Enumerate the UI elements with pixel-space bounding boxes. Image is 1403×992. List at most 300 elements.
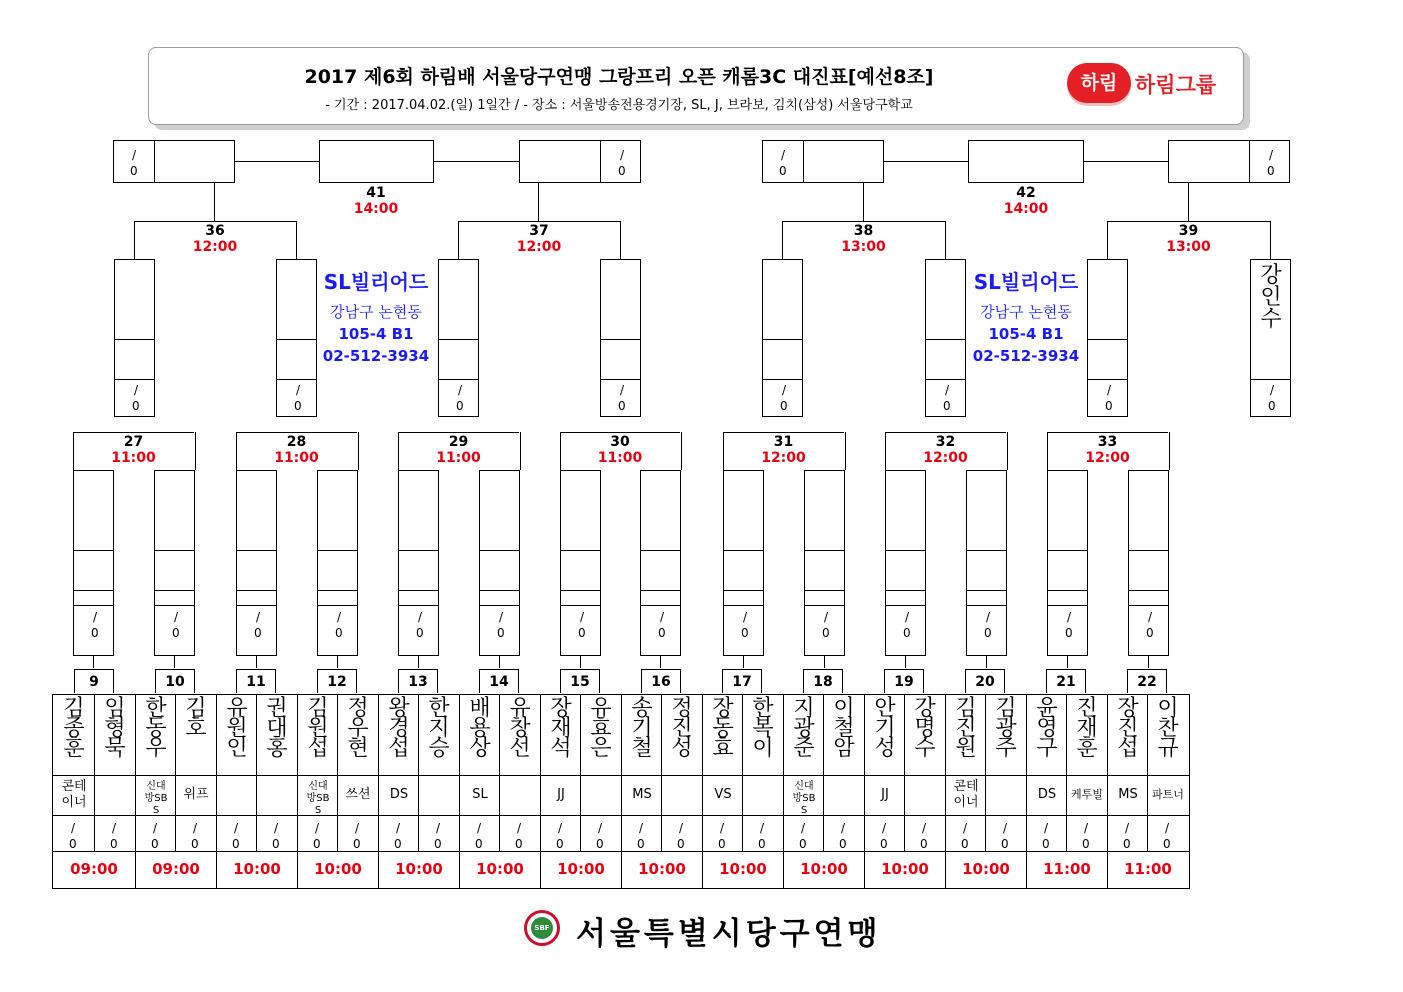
- box-divider: [399, 590, 438, 591]
- score-slash: /: [1084, 821, 1089, 835]
- match-time: 11:00: [111, 450, 156, 466]
- score-placeholder: [1268, 149, 1278, 179]
- semi-box: [113, 140, 235, 183]
- score-zero: 0: [1163, 837, 1171, 851]
- player-cell: [378, 695, 418, 852]
- box-divider: [1251, 379, 1290, 380]
- box-divider: [641, 590, 680, 591]
- score-placeholder: [742, 611, 752, 641]
- box-divider: [967, 605, 1006, 606]
- player-club: [95, 775, 135, 815]
- player-name: 김진원: [955, 696, 977, 761]
- bracket-line: [236, 432, 237, 470]
- promo-unit: 105-4 B1: [338, 325, 414, 343]
- score-placeholder: [314, 822, 324, 852]
- score-placeholder: [659, 611, 669, 641]
- player-name: 이철암: [833, 696, 855, 761]
- box-divider: [561, 550, 600, 551]
- score-placeholder: [881, 822, 891, 852]
- score-placeholder: [597, 822, 607, 852]
- player-cell: [297, 695, 337, 852]
- match-number: 37: [529, 223, 549, 239]
- game-number: 20: [965, 669, 1005, 693]
- score-zero: 0: [394, 837, 402, 851]
- player-name: 강명수: [914, 696, 936, 761]
- emblem-text: SBF: [531, 917, 553, 939]
- score-placeholder: [111, 822, 121, 852]
- box-divider: [399, 550, 438, 551]
- score-zero: 0: [880, 837, 888, 851]
- table-row-line: [53, 815, 1189, 816]
- score-placeholder: [840, 822, 850, 852]
- result-box: [1128, 470, 1169, 656]
- bracket-line: [520, 432, 521, 470]
- score-slash: /: [1003, 821, 1008, 835]
- score-placeholder: [457, 384, 467, 414]
- player-club: [743, 775, 783, 815]
- player-club: [257, 775, 297, 815]
- score-zero: 0: [1042, 837, 1050, 851]
- result-box: [236, 470, 277, 656]
- player-cell: [499, 695, 539, 852]
- semi-box: [762, 140, 884, 183]
- bracket-line: [560, 432, 561, 470]
- score-slash: /: [824, 610, 829, 624]
- score-slash: /: [781, 148, 786, 162]
- score-placeholder: [1002, 822, 1012, 852]
- semi-box: [1168, 140, 1290, 183]
- score-zero: 0: [943, 399, 951, 413]
- score-placeholder: [579, 611, 589, 641]
- score-zero: 0: [1146, 626, 1154, 640]
- score-slash: /: [580, 610, 585, 624]
- player-cell: [256, 695, 296, 852]
- score-placeholder: [1043, 822, 1053, 852]
- score-placeholder: [295, 384, 305, 414]
- player-club: DS: [389, 787, 409, 802]
- box-divider: [561, 605, 600, 606]
- bracket-line: [73, 432, 74, 470]
- score-placeholder: [192, 822, 202, 852]
- score-placeholder: [476, 822, 486, 852]
- game-number: 11: [236, 669, 276, 693]
- score-placeholder: [1147, 611, 1157, 641]
- box-divider: [886, 550, 925, 551]
- player-club: 신대방SBS: [792, 781, 816, 816]
- player-name: 김광주: [995, 696, 1017, 761]
- game-time: 10:00: [945, 851, 1026, 888]
- promo-phone: 02-512-3934: [972, 347, 1080, 365]
- score-zero: 0: [475, 837, 483, 851]
- game-time: 10:00: [297, 851, 378, 888]
- game-time: 10:00: [378, 851, 459, 888]
- bracket-line: [296, 221, 297, 259]
- player-club: [217, 775, 257, 815]
- bracket-line: [580, 656, 581, 668]
- score-zero: 0: [172, 626, 180, 640]
- bracket-line: [256, 656, 257, 668]
- result-box: [885, 470, 926, 656]
- bracket-line: [458, 221, 459, 259]
- game-time: 10:00: [702, 851, 783, 888]
- player-club: MS: [632, 787, 652, 802]
- player-cell: [580, 695, 620, 852]
- federation-emblem: [524, 910, 560, 946]
- bracket-line: [986, 656, 987, 668]
- score-slash: /: [71, 821, 76, 835]
- bracket-line: [134, 221, 296, 222]
- player-name: 왕경섭: [388, 696, 410, 761]
- score-zero: 0: [1267, 164, 1275, 178]
- score-zero: 0: [130, 164, 138, 178]
- game-number: 12: [317, 669, 357, 693]
- final-box: [968, 140, 1084, 183]
- player-cell: [540, 695, 580, 852]
- federation-name: 서울특별시당구연맹: [576, 916, 882, 952]
- box-divider: [724, 550, 763, 551]
- box-divider: [763, 379, 802, 380]
- score-zero: 0: [434, 837, 442, 851]
- score-placeholder: [557, 822, 567, 852]
- score-slash: /: [256, 610, 261, 624]
- harim-logo-badge: 하림: [1067, 63, 1131, 103]
- box-divider: [967, 550, 1006, 551]
- box-divider: [237, 590, 276, 591]
- score-slash: /: [499, 610, 504, 624]
- score-slash: /: [905, 610, 910, 624]
- match-number: 39: [1178, 223, 1199, 239]
- player-cell: [94, 695, 134, 852]
- score-slash: /: [1107, 383, 1112, 397]
- harim-logo: [1067, 63, 1227, 107]
- box-divider: [1048, 605, 1087, 606]
- match-number: 28: [286, 434, 307, 450]
- score-zero: 0: [416, 626, 424, 640]
- game-time: 11:00: [1107, 851, 1188, 888]
- game-time: 10:00: [783, 851, 864, 888]
- bracket-line: [1047, 432, 1168, 433]
- match-number: 30: [610, 434, 630, 450]
- score-placeholder: [233, 822, 243, 852]
- score-placeholder: [1164, 822, 1174, 852]
- match-number: 41: [366, 185, 386, 201]
- player-club: [905, 775, 945, 815]
- player-club: 쓰션: [345, 787, 371, 802]
- player-club: 콘테이너: [61, 779, 87, 810]
- promo-title: SL빌리어드: [973, 270, 1079, 294]
- score-placeholder: [962, 822, 972, 852]
- score-zero: 0: [578, 626, 586, 640]
- bracket-line: [824, 656, 825, 668]
- score-slash: /: [922, 821, 927, 835]
- player-cell: [783, 695, 823, 852]
- bracket-line: [1188, 183, 1189, 221]
- box-divider: [237, 550, 276, 551]
- match-time: 11:00: [274, 450, 319, 466]
- player-club: [500, 775, 540, 815]
- player-club: [662, 775, 702, 815]
- box-divider: [399, 605, 438, 606]
- score-slash: /: [1269, 148, 1274, 162]
- page-title: 2017 제6회 하림배 서울당구연맹 그랑프리 오픈 캐롬3C 대진표[예선8조]: [304, 66, 934, 88]
- score-zero: 0: [822, 626, 830, 640]
- player-table: [52, 694, 1190, 889]
- score-placeholder: [516, 822, 526, 852]
- score-slash: /: [396, 821, 401, 835]
- player-cell: [175, 695, 215, 852]
- score-slash: /: [558, 821, 563, 835]
- match-time: 13:00: [1166, 239, 1211, 255]
- footer: [524, 908, 904, 950]
- player-name: 장진섭: [1117, 696, 1139, 761]
- box-divider: [724, 590, 763, 591]
- game-time: 11:00: [1026, 851, 1107, 888]
- match-number: 33: [1097, 434, 1118, 450]
- result-box: [114, 259, 155, 417]
- promo-block: [956, 269, 1096, 367]
- bracket-line: [1067, 656, 1068, 668]
- score-slash: /: [1125, 821, 1130, 835]
- score-zero: 0: [1123, 837, 1131, 851]
- score-zero: 0: [272, 837, 280, 851]
- score-slash: /: [679, 821, 684, 835]
- player-name: 유원인: [226, 696, 248, 761]
- player-club: 파트너: [1152, 788, 1184, 801]
- header-panel: [148, 47, 1244, 125]
- box-divider: [1088, 379, 1127, 380]
- score-zero: 0: [132, 399, 140, 413]
- result-box: [317, 470, 358, 656]
- player-cell: [337, 695, 377, 852]
- box-divider: [155, 590, 194, 591]
- player-club: [581, 775, 621, 815]
- player-club: MS: [1118, 787, 1138, 802]
- match-number: 31: [773, 434, 794, 450]
- box-divider: [1249, 141, 1250, 182]
- box-divider: [318, 590, 357, 591]
- score-slash: /: [193, 821, 198, 835]
- result-box: [723, 470, 764, 656]
- game-number: 15: [560, 669, 600, 693]
- score-zero: 0: [618, 164, 626, 178]
- score-slash: /: [1044, 821, 1049, 835]
- bracket-line: [418, 656, 419, 668]
- box-divider: [237, 605, 276, 606]
- game-number: 9: [74, 669, 114, 693]
- match-time: 13:00: [841, 239, 886, 255]
- score-zero: 0: [799, 837, 807, 851]
- player-name: 장재석: [550, 696, 572, 761]
- score-slash: /: [517, 821, 522, 835]
- bracket-line: [1047, 432, 1048, 470]
- player-cell: [621, 695, 661, 852]
- score-slash: /: [132, 148, 137, 162]
- player-name: 권대홍: [266, 696, 288, 761]
- score-placeholder: [1106, 384, 1116, 414]
- game-time: 10:00: [459, 851, 540, 888]
- player-club: DS: [1037, 787, 1057, 802]
- semi-box: [519, 140, 641, 183]
- score-zero: 0: [618, 399, 626, 413]
- promo-unit: 105-4 B1: [988, 325, 1064, 343]
- score-zero: 0: [110, 837, 118, 851]
- score-slash: /: [296, 383, 301, 397]
- match-time: 12:00: [761, 450, 806, 466]
- score-zero: 0: [920, 837, 928, 851]
- box-divider: [601, 339, 640, 340]
- player-cell: [945, 695, 985, 852]
- player-cell: [135, 695, 175, 852]
- score-zero: 0: [637, 837, 645, 851]
- score-zero: 0: [91, 626, 99, 640]
- result-box: [398, 470, 439, 656]
- score-placeholder: [133, 384, 143, 414]
- score-placeholder: [678, 822, 688, 852]
- result-box: [762, 259, 803, 417]
- score-placeholder: [92, 611, 102, 641]
- score-slash: /: [274, 821, 279, 835]
- score-slash: /: [337, 610, 342, 624]
- player-name: 유창선: [509, 696, 531, 761]
- box-divider: [155, 550, 194, 551]
- harim-logo-text: 하림그룹: [1135, 73, 1217, 97]
- bracket-line: [723, 432, 844, 433]
- bracket-line: [1148, 656, 1149, 668]
- score-zero: 0: [556, 837, 564, 851]
- box-divider: [74, 605, 113, 606]
- score-slash: /: [986, 610, 991, 624]
- score-zero: 0: [1082, 837, 1090, 851]
- match-number: 27: [123, 434, 144, 450]
- score-slash: /: [760, 821, 765, 835]
- bracket-line: [782, 221, 945, 222]
- game-number: 22: [1127, 669, 1167, 693]
- score-slash: /: [153, 821, 158, 835]
- bracket-line: [235, 161, 319, 162]
- score-zero: 0: [294, 399, 302, 413]
- player-name: 김호: [185, 696, 207, 741]
- score-zero: 0: [903, 626, 911, 640]
- box-divider: [74, 590, 113, 591]
- match-number: 38: [853, 223, 874, 239]
- player-club: VS: [714, 787, 732, 802]
- box-divider: [1129, 590, 1168, 591]
- score-slash: /: [720, 821, 725, 835]
- box-divider: [641, 605, 680, 606]
- score-placeholder: [435, 822, 445, 852]
- score-slash: /: [639, 821, 644, 835]
- bracket-line: [134, 221, 135, 259]
- game-number: 10: [155, 669, 195, 693]
- score-slash: /: [477, 821, 482, 835]
- player-cell: [418, 695, 458, 852]
- result-box: [73, 470, 114, 656]
- score-placeholder: [131, 149, 141, 179]
- score-slash: /: [620, 383, 625, 397]
- game-number: 16: [641, 669, 681, 693]
- game-number: 13: [398, 669, 438, 693]
- result-box: [479, 470, 520, 656]
- bye-box: [1250, 259, 1291, 417]
- score-placeholder: [417, 611, 427, 641]
- score-zero: 0: [1065, 626, 1073, 640]
- player-club: [986, 775, 1026, 815]
- player-club: 위프: [183, 787, 209, 802]
- box-divider: [318, 605, 357, 606]
- player-name: 윤영구: [1036, 696, 1058, 761]
- player-name: 진재훈: [1076, 696, 1098, 761]
- player-cell: [742, 695, 782, 852]
- score-slash: /: [782, 383, 787, 397]
- bracket-line: [358, 432, 359, 470]
- box-divider: [803, 141, 804, 182]
- bracket-line: [1270, 221, 1271, 259]
- match-number: 29: [448, 434, 469, 450]
- bracket-line: [723, 432, 724, 470]
- score-zero: 0: [232, 837, 240, 851]
- game-number: 18: [803, 669, 843, 693]
- score-placeholder: [780, 149, 790, 179]
- box-divider: [886, 605, 925, 606]
- box-divider: [926, 379, 965, 380]
- score-slash: /: [458, 383, 463, 397]
- match-time: 12:00: [192, 239, 238, 255]
- score-placeholder: [70, 822, 80, 852]
- promo-phone: 02-512-3934: [322, 347, 430, 365]
- score-zero: 0: [335, 626, 343, 640]
- score-placeholder: [619, 149, 629, 179]
- score-placeholder: [1083, 822, 1093, 852]
- promo-address: 강남구 논현동: [980, 303, 1072, 321]
- bracket-line: [885, 432, 1006, 433]
- score-placeholder: [498, 611, 508, 641]
- player-club: [419, 775, 459, 815]
- table-row-line: [53, 851, 1189, 852]
- box-divider: [561, 590, 600, 591]
- score-placeholder: [638, 822, 648, 852]
- player-name: 유효은: [590, 696, 612, 761]
- bracket-line: [743, 656, 744, 668]
- box-divider: [115, 339, 154, 340]
- bracket-line: [458, 221, 620, 222]
- score-slash: /: [963, 821, 968, 835]
- score-zero: 0: [718, 837, 726, 851]
- player-club: 콘테이너: [953, 779, 979, 810]
- score-slash: /: [743, 610, 748, 624]
- box-divider: [763, 339, 802, 340]
- player-name: 김종훈: [63, 696, 85, 761]
- box-divider: [600, 141, 601, 182]
- player-cell: [54, 695, 94, 852]
- bracket-line: [236, 432, 357, 433]
- score-zero: 0: [497, 626, 505, 640]
- player-cell: [216, 695, 256, 852]
- result-box: [966, 470, 1007, 656]
- player-name: 지광준: [793, 696, 815, 761]
- score-placeholder: [800, 822, 810, 852]
- score-zero: 0: [658, 626, 666, 640]
- player-cell: [661, 695, 701, 852]
- score-slash: /: [882, 821, 887, 835]
- score-zero: 0: [961, 837, 969, 851]
- game-number: 14: [479, 669, 519, 693]
- score-zero: 0: [515, 837, 523, 851]
- player-name: 배용상: [469, 696, 491, 761]
- bracket-line: [1007, 432, 1008, 470]
- player-name: 김원섭: [307, 696, 329, 761]
- score-slash: /: [93, 610, 98, 624]
- box-divider: [480, 550, 519, 551]
